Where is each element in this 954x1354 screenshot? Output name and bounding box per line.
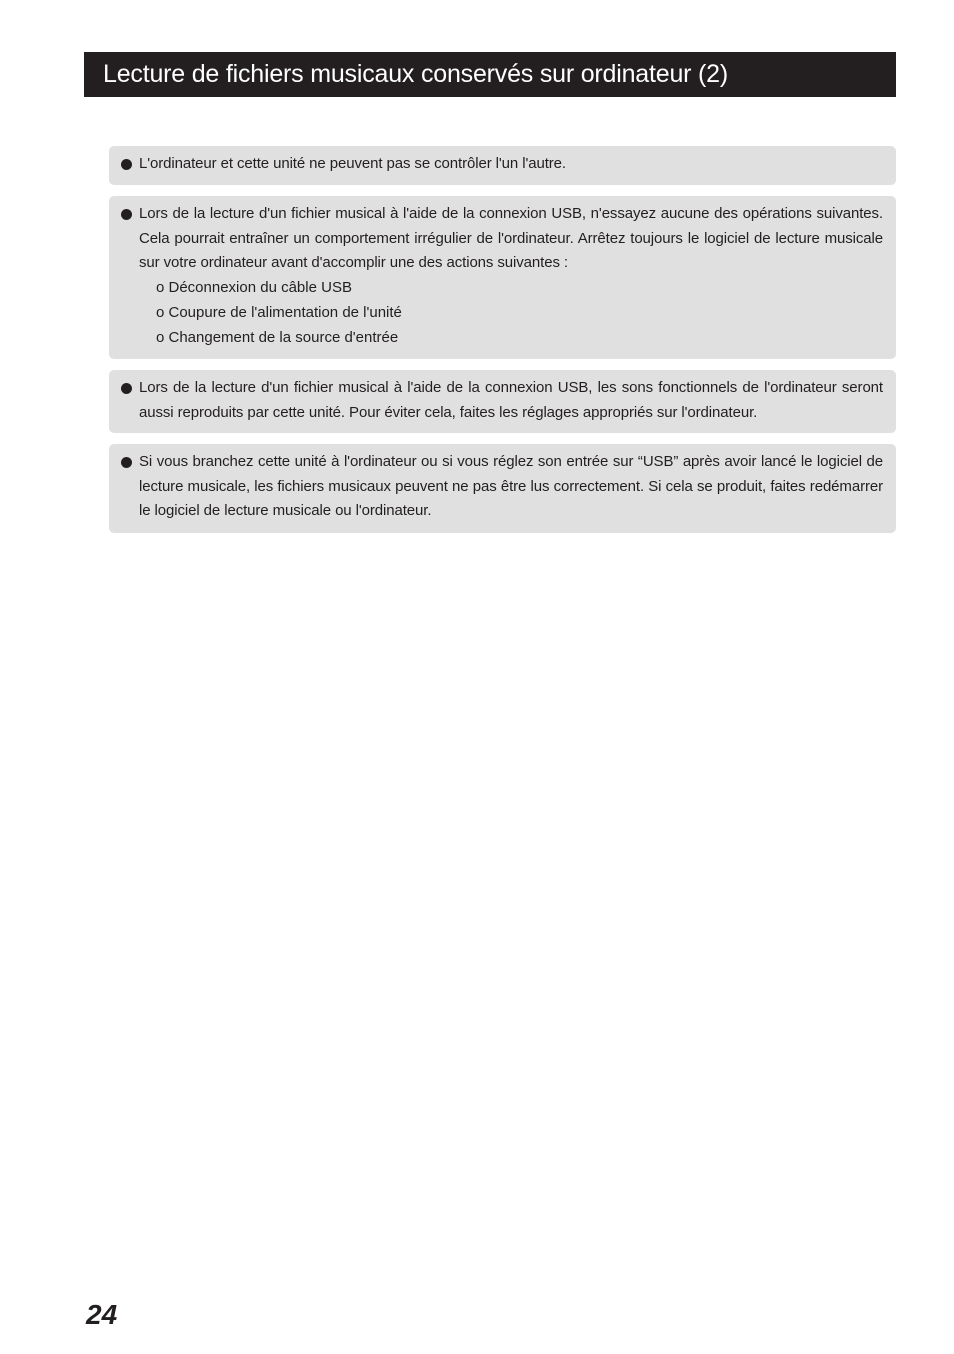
bullet-icon <box>121 159 132 170</box>
bullet-icon <box>121 209 132 220</box>
note-item <box>121 376 883 425</box>
sub-list-item: o Coupure de l'alimentation de l'unité <box>156 303 402 321</box>
note-text: Lors de la lecture d'un fichier musical à l'aide de la connexion USB, les sons fonctionnels de l'ordinateur seront aussi reproduits par cette unité. Pour éviter cela, faites les réglages appropriés sur l'ordinateur. <box>139 379 883 421</box>
section-title: Lecture de fichiers musicaux conservés sur ordinateur (2) <box>103 60 728 88</box>
note-box-1 <box>109 146 896 185</box>
bullet-icon <box>121 383 132 394</box>
note-box-3 <box>109 370 896 433</box>
page-number: 24 <box>86 1299 118 1330</box>
note-item <box>121 152 883 177</box>
note-text: Si vous branchez cette unité à l'ordinateur ou si vous réglez son entrée sur “USB” après avoir lancé le logiciel de lecture musicale, les fichiers musicaux peuvent ne pas être lus correctement. Si cela se produit, faites redémarrer le logiciel de lecture musicale ou l'ordinateur. <box>139 453 883 520</box>
note-text: L'ordinateur et cette unité ne peuvent pas se contrôler l'un l'autre. <box>139 155 566 172</box>
note-box-2 <box>109 196 896 359</box>
note-item <box>121 202 883 276</box>
note-box-4 <box>109 444 896 533</box>
note-item <box>121 450 883 524</box>
sub-list-item: o Changement de la source d'entrée <box>156 328 399 346</box>
sub-list-item: o Déconnexion du câble USB <box>156 279 352 297</box>
note-text: Lors de la lecture d'un fichier musical à l'aide de la connexion USB, n'essayez aucune des opérations suivantes. Cela pourrait entraîner un comportement irrégulier de l'ordinateur. Arrêtez toujours le logiciel de lecture musicale sur votre ordinateur avant d'accomplir une des actions suivantes : <box>139 205 883 272</box>
bullet-icon <box>121 457 132 468</box>
section-header <box>84 52 896 97</box>
